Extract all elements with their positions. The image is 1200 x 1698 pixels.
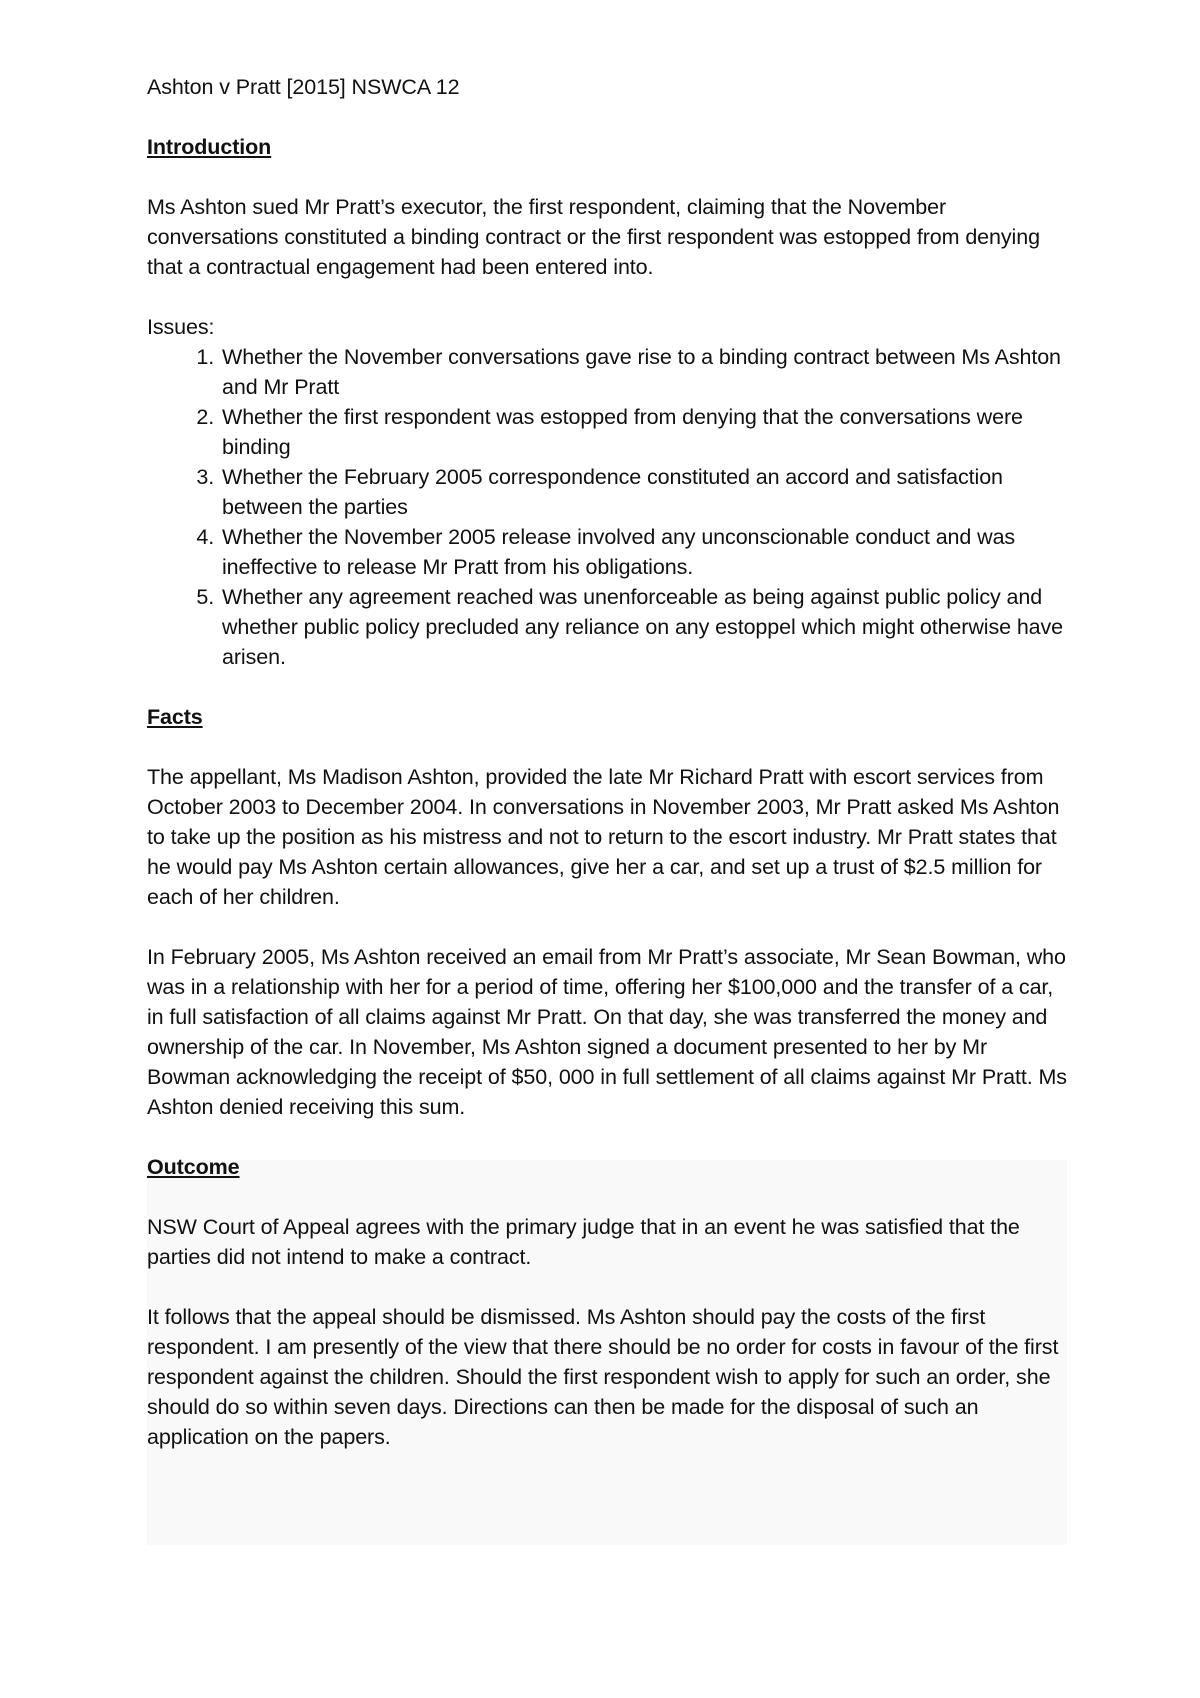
outcome-paragraph: NSW Court of Appeal agrees with the primary judge that in an event he was satisfied that the parties did not intend to make a contract. — [147, 1215, 1020, 1269]
issue-item: 1. Whether the November conversations gave rise to a binding contract between Ms Ashton and Mr Pratt — [220, 342, 1067, 402]
case-title: Ashton v Pratt [2015] NSWCA 12 — [147, 75, 460, 99]
facts-heading: Facts — [147, 705, 203, 729]
facts-paragraph: In February 2005, Ms Ashton received an email from Mr Pratt’s associate, Mr Sean Bowman, who was in a relationship with her for a period of time, offering her $100,000 and the transfer of a car, in full satisfaction of all claims against Mr Pratt. On that day, she was transferred the money and ownership of the car. In November, Ms Ashton signed a document presented to her by Mr Bowman acknowledging the receipt of $50, 000 in full settlement of all claims against Mr Pratt. Ms Ashton denied receiving this sum. — [147, 945, 1067, 1119]
introduction-heading: Introduction — [147, 135, 272, 159]
facts-paragraph: The appellant, Ms Madison Ashton, provided the late Mr Richard Pratt with escort services from October 2003 to December 2004. In conversations in November 2003, Mr Pratt asked Ms Ashton to take up the position as his mistress and not to return to the escort industry. Mr Pratt states that he would pay Ms Ashton certain allowances, give her a car, and set up a trust of $2.5 million for each of her children. — [147, 765, 1060, 909]
document-body — [147, 72, 1067, 1482]
introduction-paragraph: Ms Ashton sued Mr Pratt’s executor, the first respondent, claiming that the November conversations constituted a binding contract or the first respondent was estopped from denying that a contractual engagement had been entered into. — [147, 195, 1040, 279]
outcome-heading: Outcome — [147, 1155, 240, 1179]
issues-list — [147, 342, 1067, 672]
issue-item: 4. Whether the November 2005 release involved any unconscionable conduct and was ineffective to release Mr Pratt from his obligations. — [220, 522, 1067, 582]
issue-item: 5. Whether any agreement reached was unenforceable as being against public policy and whether public policy precluded any reliance on any estoppel which might otherwise have arisen. — [220, 582, 1067, 672]
issue-item: 3. Whether the February 2005 correspondence constituted an accord and satisfaction between the parties — [220, 462, 1067, 522]
issue-item: 2. Whether the first respondent was estopped from denying that the conversations were binding — [220, 402, 1067, 462]
issues-label: Issues: — [147, 315, 215, 339]
outcome-paragraph: It follows that the appeal should be dismissed. Ms Ashton should pay the costs of the first respondent. I am presently of the view that there should be no order for costs in favour of the first respondent against the children. Should the first respondent wish to apply for such an order, she should do so within seven days. Directions can then be made for the disposal of such an application on the papers. — [147, 1305, 1059, 1449]
